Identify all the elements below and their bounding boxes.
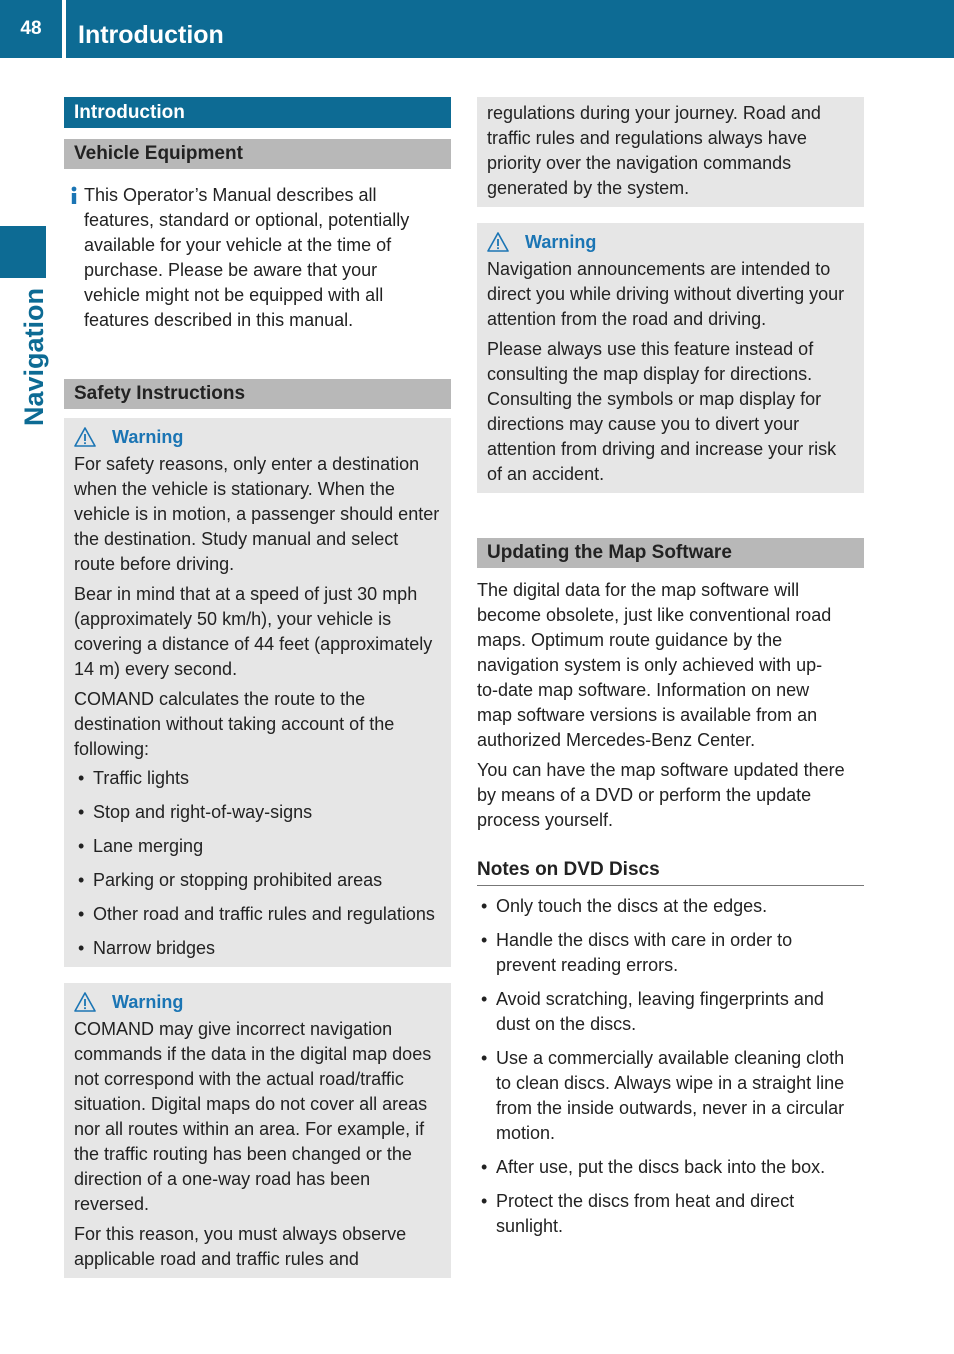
right-column [477,97,864,1239]
text-line: features, standard or optional, potentially [84,210,410,230]
heading-updating-map-software: Updating the Map Software [477,538,864,568]
warning-paragraph [487,337,855,487]
text-line: • Use a commercially available cleaning cloth [496,1048,845,1068]
heading-notes-dvd-discs: Notes on DVD Discs [477,855,864,886]
list-item: • Parking or stopping prohibited areas [74,868,442,893]
text-line: direct you while driving without diverting your [487,284,845,304]
text-line: covering a distance of 44 feet (approximately [74,634,433,654]
list-item [477,1155,864,1180]
warning-title: Warning [112,991,184,1012]
text-line: of an accident. [487,464,605,484]
list-item [477,1189,864,1239]
text-line: become obsolete, just like conventional road [477,605,832,625]
text-line: the destination. Study manual and select [74,529,399,549]
warning-triangle-icon [74,992,96,1012]
text-line: regulations during your journey. Road and [487,103,821,123]
text-line: applicable road and traffic rules and [74,1249,359,1269]
text-line: route before driving. [74,554,235,574]
list-item: • Narrow bridges [74,936,442,961]
text-line: navigation system is only achieved with up- [477,655,823,675]
text-line: dust on the discs. [496,1014,637,1034]
text-line: COMAND may give incorrect navigation [74,1019,393,1039]
text-line: traffic rules and regulations always have [487,128,807,148]
text-line: following: [74,739,150,759]
warning-title: Warning [112,426,184,447]
heading-safety-instructions: Safety Instructions [64,379,451,409]
warning-triangle-icon [74,427,96,447]
text-line: the traffic routing has been changed or the [74,1144,412,1164]
text-line: consulting the map display for directions. [487,364,813,384]
text-line: vehicle is in motion, a passenger should enter [74,504,440,524]
text-line: • After use, put the discs back into the box. [496,1157,826,1177]
warning-paragraph [74,1222,442,1272]
text-line: reversed. [74,1194,150,1214]
text-line: when the vehicle is stationary. When the [74,479,395,499]
text-line: by means of a DVD or perform the update [477,785,812,805]
warning-paragraph [74,1017,442,1217]
text-line: • Avoid scratching, leaving fingerprints and [496,989,824,1009]
text-line: For this reason, you must always observe [74,1224,407,1244]
text-line: destination without taking account of the [74,714,395,734]
warning-header [487,227,855,257]
warning-triangle-icon [487,232,509,252]
text-line: authorized Mercedes-Benz Center. [477,730,756,750]
text-line: maps. Optimum route guidance by the [477,630,783,650]
text-line: attention from driving and increase your risk [487,439,837,459]
text-line: prevent reading errors. [496,955,679,975]
header-divider [62,0,66,58]
chapter-title: Introduction [78,21,224,49]
text-line: Consulting the symbols or map display for [487,389,822,409]
section-title-introduction: Introduction [64,97,451,128]
text-line: You can have the map software updated there [477,760,845,780]
text-line: process yourself. [477,810,614,830]
text-line: The digital data for the map software will [477,580,800,600]
text-line: 14 m) every second. [74,659,238,679]
heading-vehicle-equipment: Vehicle Equipment [64,139,451,169]
text-line: • Only touch the discs at the edges. [496,896,768,916]
text-line: purchase. Please be aware that your [84,260,378,280]
warning-paragraph [487,257,855,332]
text-line: map software versions is available from an [477,705,818,725]
warning-header [74,987,442,1017]
body-paragraph [477,578,864,753]
warning-header [74,422,442,452]
list-item [477,987,864,1037]
warning-box-1 [64,418,451,967]
text-line: situation. Digital maps do not cover all areas [74,1094,428,1114]
side-tab-label: Navigation [19,287,49,427]
text-line: directions may cause you to divert your [487,414,800,434]
text-line: from the inside outwards, never in a circular [496,1098,845,1118]
list-item: • Other road and traffic rules and regulations [74,902,442,927]
text-line: Navigation announcements are intended to [487,259,831,279]
text-line: COMAND calculates the route to the [74,689,366,709]
list-item: • Lane merging [74,834,442,859]
text-line: This Operator’s Manual describes all [84,185,377,205]
text-line: For safety reasons, only enter a destination [74,454,420,474]
info-icon [66,186,82,205]
text-line: direction of a one-way road has been [74,1169,371,1189]
list-item: • Traffic lights [74,766,442,791]
warning-box-2 [64,983,451,1278]
warning-box-continued [477,97,864,207]
text-line: motion. [496,1123,556,1143]
text-line: sunlight. [496,1216,564,1236]
text-line: attention from the road and driving. [487,309,767,329]
text-line: (approximately 50 km/h), your vehicle is [74,609,392,629]
info-note [64,183,451,333]
warning-paragraph [74,452,442,577]
text-line: • Handle the discs with care in order to [496,930,793,950]
info-text [84,183,451,333]
text-line: to clean discs. Always wipe in a straight line [496,1073,845,1093]
text-line: not correspond with the actual road/traffic [74,1069,404,1089]
warning-paragraph [74,582,442,682]
list-item [477,928,864,978]
body-paragraph [477,758,864,833]
list-item [477,894,864,919]
list-item: • Stop and right-of-way-signs [74,800,442,825]
text-line: nor all routes within an area. For example, if [74,1119,425,1139]
text-line: commands if the data in the digital map does [74,1044,432,1064]
text-line: vehicle might not be equipped with all [84,285,384,305]
text-line: priority over the navigation commands [487,153,792,173]
left-column [64,97,451,1278]
page-number: 48 [0,0,62,58]
list-item [477,1046,864,1146]
warning-paragraph [74,687,442,762]
text-line: generated by the system. [487,178,690,198]
warning-box-3 [477,223,864,493]
text-line: Please always use this feature instead of [487,339,814,359]
text-line: to-date map software. Information on new [477,680,810,700]
text-line: • Protect the discs from heat and direct [496,1191,795,1211]
text-line: features described in this manual. [84,310,354,330]
warning-title: Warning [525,231,597,252]
text-line: available for your vehicle at the time of [84,235,392,255]
text-line: Bear in mind that at a speed of just 30 mph [74,584,418,604]
